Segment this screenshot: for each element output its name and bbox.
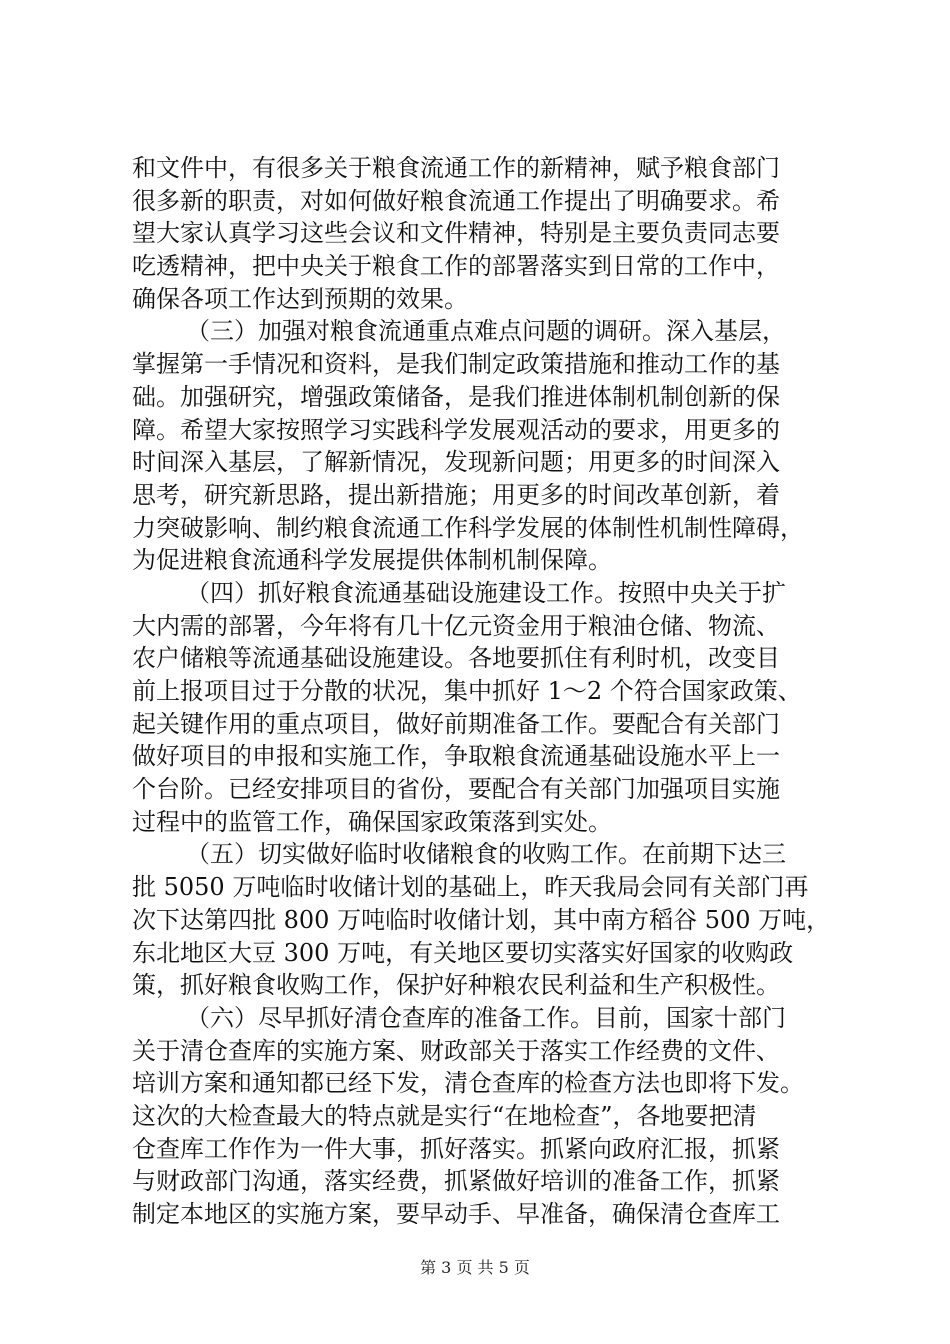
text-line: 大内需的部署，今年将有几十亿元资金用于粮油仓储、物流、 bbox=[132, 611, 780, 640]
text-line: 与财政部门沟通，落实经费，抓紧做好培训的准备工作，抓紧 bbox=[132, 1167, 780, 1196]
text-line: （四）抓好粮食流通基础设施建设工作。按照中央关于扩 bbox=[186, 578, 786, 607]
text-line: 掌握第一手情况和资料，是我们制定政策措施和推动工作的基 bbox=[132, 350, 780, 379]
text-line: 为促进粮食流通科学发展提供体制机制保障。 bbox=[132, 546, 612, 575]
text-line: 制定本地区的实施方案，要早动手、早准备，确保清仓查库工 bbox=[132, 1200, 780, 1228]
text-line: 很多新的职责，对如何做好粮食流通工作提出了明确要求。希 bbox=[132, 186, 780, 215]
text-line: （六）尽早抓好清仓查库的准备工作。目前，国家十部门 bbox=[186, 1003, 786, 1032]
text-line: 起关键作用的重点项目，做好前期准备工作。要配合有关部门 bbox=[132, 709, 780, 738]
text-line: 吃透精神，把中央关于粮食工作的部署落实到日常的工作中， bbox=[132, 252, 780, 281]
text-line: （三）加强对粮食流通重点难点问题的调研。深入基层， bbox=[186, 317, 786, 346]
text-line: 时间深入基层，了解新情况，发现新问题；用更多的时间深入 bbox=[132, 448, 780, 477]
text-line: 批 5050 万吨临时收储计划的基础上，昨天我局会同有关部门再 bbox=[132, 873, 809, 902]
text-line: 培训方案和通知都已经下发，清仓查库的检查方法也即将下发。 bbox=[132, 1069, 804, 1098]
text-line: 前上报项目过于分散的状况，集中抓好 1～2 个符合国家政策、 bbox=[132, 677, 802, 705]
text-line: 这次的大检查最大的特点就是实行“在地检查”，各地要把清 bbox=[132, 1101, 757, 1130]
text-line: 和文件中，有很多关于粮食流通工作的新精神，赋予粮食部门 bbox=[132, 154, 780, 182]
text-line: 策，抓好粮食收购工作，保护好种粮农民利益和生产积极性。 bbox=[132, 971, 780, 1000]
text-line: 望大家认真学习这些会议和文件精神，特别是主要负责同志要 bbox=[132, 219, 780, 248]
page-footer: 第 3 页 共 5 页 bbox=[420, 1258, 530, 1277]
text-line: 力突破影响、制约粮食流通工作科学发展的体制性机制性障碍， bbox=[132, 513, 804, 542]
text-line: 个台阶。已经安排项目的省份，要配合有关部门加强项目实施 bbox=[132, 775, 780, 804]
document-body bbox=[132, 152, 844, 1231]
text-line: 确保各项工作达到预期的效果。 bbox=[132, 284, 468, 313]
text-line: 东北地区大豆 300 万吨，有关地区要切实落实好国家的收购政 bbox=[132, 938, 794, 967]
text-line: （五）切实做好临时收储粮食的收购工作。在前期下达三 bbox=[186, 840, 786, 869]
text-line: 仓查库工作作为一件大事，抓好落实。抓紧向政府汇报，抓紧 bbox=[132, 1134, 780, 1163]
text-line: 障。希望大家按照学习实践科学发展观活动的要求，用更多的 bbox=[132, 415, 780, 444]
text-line: 础。加强研究，增强政策储备，是我们推进体制机制创新的保 bbox=[132, 382, 780, 411]
text-line: 思考，研究新思路，提出新措施；用更多的时间改革创新，着 bbox=[132, 480, 780, 509]
text-line: 关于清仓查库的实施方案、财政部关于落实工作经费的文件、 bbox=[132, 1036, 780, 1065]
text-line: 做好项目的申报和实施工作，争取粮食流通基础设施水平上一 bbox=[132, 742, 780, 771]
text-line: 农户储粮等流通基础设施建设。各地要抓住有利时机，改变目 bbox=[132, 644, 780, 673]
text-line: 次下达第四批 800 万吨临时收储计划，其中南方稻谷 500 万吨， bbox=[132, 905, 831, 934]
text-line: 过程中的监管工作，确保国家政策落到实处。 bbox=[132, 807, 612, 836]
